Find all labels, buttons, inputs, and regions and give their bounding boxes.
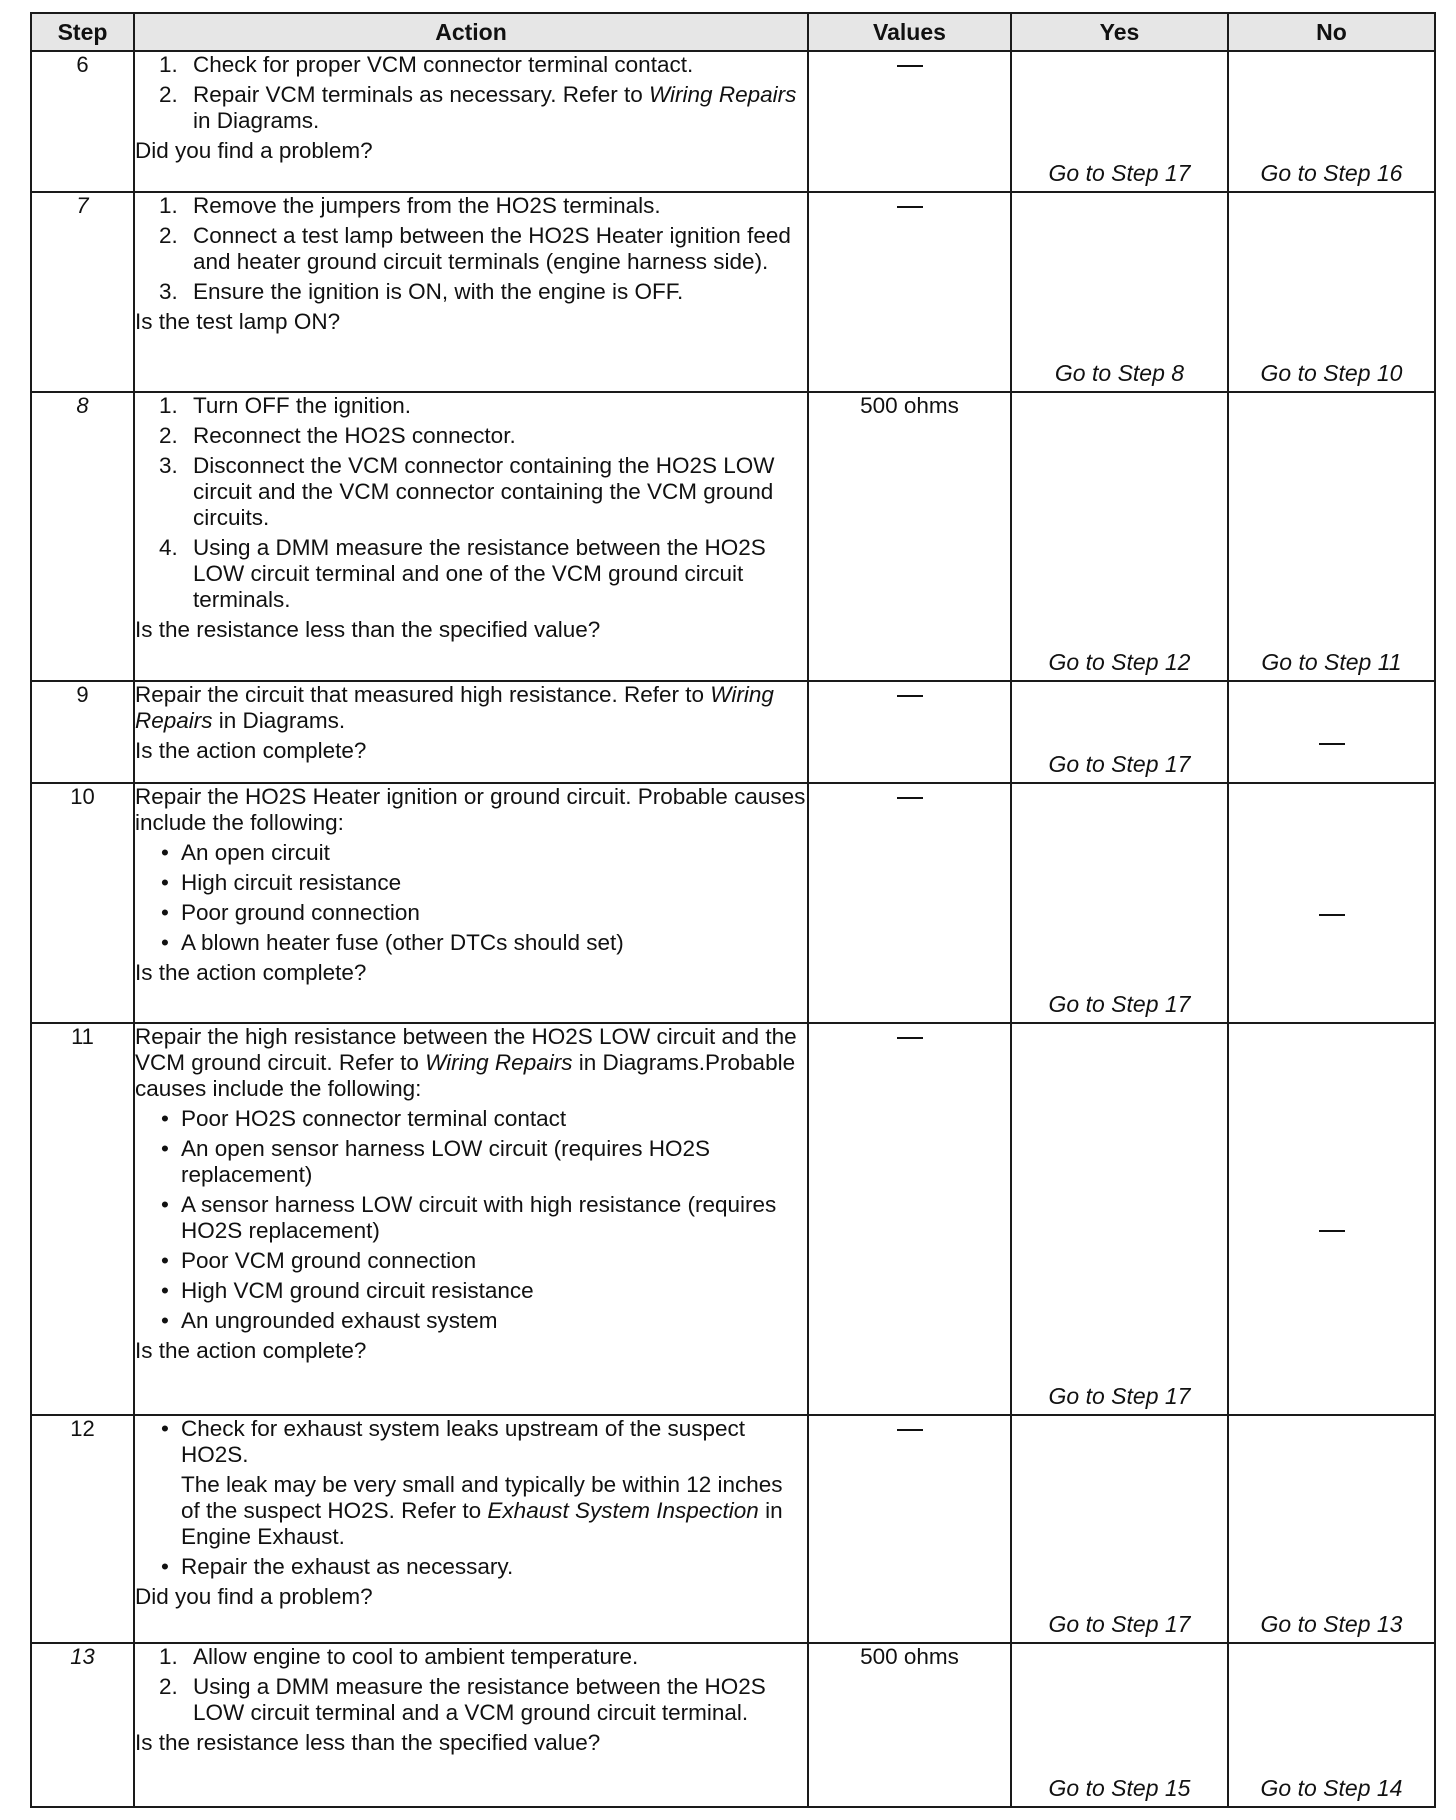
header-row — [31, 13, 1435, 51]
action-cell — [134, 1023, 808, 1415]
note-text: The leak may be very small and typically be within 12 inches of the suspect HO2S. Refer to Exhaust System Inspection in Engine Exhaust. — [181, 1472, 783, 1549]
dash — [897, 1429, 923, 1431]
values-cell: 500 ohms — [808, 392, 1011, 681]
no-goto: Go to Step 14 — [1260, 1775, 1403, 1801]
values-cell — [808, 192, 1011, 392]
exhaust-inspection-ref: Exhaust System Inspection — [487, 1498, 759, 1523]
no-goto: Go to Step 11 — [1261, 649, 1402, 675]
values-cell — [808, 681, 1011, 783]
no-goto: Go to Step 13 — [1260, 1611, 1403, 1637]
wiring-repairs-ref: Wiring Repairs — [425, 1050, 573, 1075]
action-cell — [134, 192, 808, 392]
list-item: • Poor HO2S connector terminal contact — [161, 1106, 567, 1131]
list-item: • High circuit resistance — [161, 870, 402, 895]
action-text: Repair the high resistance between the HO2S LOW circuit and the VCM ground circuit. Refer to Wiring Repairs in Diagrams.Probable causes include the following: — [135, 1024, 797, 1101]
header-yes: Yes — [1011, 13, 1228, 51]
action-item: 2. Repair VCM terminals as necessary. Refer to Wiring Repairs in Diagrams. — [159, 82, 797, 133]
step-number: 8 — [31, 392, 134, 681]
question: Is the action complete? — [135, 960, 367, 985]
question: Is the resistance less than the specified value? — [135, 1730, 601, 1755]
header-action: Action — [134, 13, 808, 51]
yes-cell — [1011, 51, 1228, 192]
yes-cell — [1011, 192, 1228, 392]
table-row-step-11 — [31, 1023, 1435, 1415]
action-item: 1. Turn OFF the ignition. — [159, 393, 412, 418]
action-cell — [134, 392, 808, 681]
no-cell — [1228, 1023, 1435, 1415]
list-item: • Check for exhaust system leaks upstream of the suspect HO2S. — [161, 1416, 746, 1467]
step-number: 7 — [31, 192, 134, 392]
values-cell — [808, 783, 1011, 1023]
dash — [897, 206, 923, 208]
list-item: • An open sensor harness LOW circuit (requires HO2S replacement) — [161, 1136, 710, 1187]
no-cell — [1228, 1415, 1435, 1643]
list-item: • Poor ground connection — [161, 900, 420, 925]
yes-cell — [1011, 783, 1228, 1023]
action-item: 2. Reconnect the HO2S connector. — [159, 423, 516, 448]
table-row-step-9 — [31, 681, 1435, 783]
action-text: Repair the HO2S Heater ignition or ground circuit. Probable causes include the following: — [135, 784, 806, 835]
table-row-step-6 — [31, 51, 1435, 192]
no-cell — [1228, 51, 1435, 192]
action-cell — [134, 1643, 808, 1807]
wiring-repairs-ref: Wiring Repairs — [135, 682, 774, 733]
action-text: Repair the circuit that measured high resistance. Refer to Wiring Repairs in Diagrams. — [135, 682, 774, 733]
step-number: 11 — [31, 1023, 134, 1415]
list-item: • Poor VCM ground connection — [161, 1248, 477, 1273]
yes-cell — [1011, 1643, 1228, 1807]
no-cell — [1228, 392, 1435, 681]
table-row-step-12 — [31, 1415, 1435, 1643]
no-goto: Go to Step 10 — [1260, 360, 1403, 386]
action-item: 2. Using a DMM measure the resistance between the HO2S LOW circuit terminal and a VCM ground circuit terminal. — [159, 1674, 766, 1725]
action-item: 4. Using a DMM measure the resistance between the HO2S LOW circuit terminal and one of the VCM ground circuit terminals. — [159, 535, 766, 612]
yes-goto: Go to Step 17 — [1048, 160, 1191, 186]
question: Did you find a problem? — [135, 1584, 373, 1609]
list-item: • A blown heater fuse (other DTCs should set) — [161, 930, 624, 955]
yes-goto: Go to Step 17 — [1048, 1383, 1191, 1409]
action-item: 3. Disconnect the VCM connector containing the HO2S LOW circuit and the VCM connector containing the VCM ground circuits. — [159, 453, 775, 530]
yes-goto: Go to Step 17 — [1048, 1611, 1191, 1637]
step-number: 10 — [31, 783, 134, 1023]
action-cell — [134, 681, 808, 783]
action-item: 1. Check for proper VCM connector terminal contact. — [159, 52, 694, 77]
list-item: • An ungrounded exhaust system — [161, 1308, 498, 1333]
table-row-step-13 — [31, 1643, 1435, 1807]
action-item: 2. Connect a test lamp between the HO2S Heater ignition feed and heater ground circuit terminals (engine harness side). — [159, 223, 791, 274]
yes-goto: Go to Step 17 — [1048, 991, 1191, 1017]
wiring-repairs-ref: Wiring Repairs — [649, 82, 797, 107]
dash — [1319, 743, 1345, 745]
no-cell — [1228, 681, 1435, 783]
values-cell: 500 ohms — [808, 1643, 1011, 1807]
yes-cell — [1011, 1023, 1228, 1415]
header-values: Values — [808, 13, 1011, 51]
dash — [897, 1037, 923, 1039]
no-goto: Go to Step 16 — [1260, 160, 1403, 186]
question: Is the test lamp ON? — [135, 309, 341, 334]
table-row-step-10 — [31, 783, 1435, 1023]
dash — [897, 65, 923, 67]
question: Is the resistance less than the specified value? — [135, 617, 601, 642]
question: Is the action complete? — [135, 1338, 367, 1363]
diagnostic-table — [30, 12, 1436, 1808]
header-step: Step — [31, 13, 134, 51]
step-number: 13 — [31, 1643, 134, 1807]
no-cell — [1228, 1643, 1435, 1807]
yes-goto: Go to Step 12 — [1048, 649, 1191, 675]
yes-cell — [1011, 681, 1228, 783]
dash — [897, 797, 923, 799]
yes-goto: Go to Step 8 — [1054, 360, 1185, 386]
no-cell — [1228, 783, 1435, 1023]
action-item: 3. Ensure the ignition is ON, with the engine is OFF. — [159, 279, 684, 304]
action-cell — [134, 783, 808, 1023]
action-item: 1. Allow engine to cool to ambient temperature. — [159, 1644, 639, 1669]
action-item: 1. Remove the jumpers from the HO2S terminals. — [159, 193, 661, 218]
step-number: 12 — [31, 1415, 134, 1643]
yes-goto: Go to Step 15 — [1048, 1775, 1191, 1801]
list-item: • Repair the exhaust as necessary. — [161, 1554, 514, 1579]
dash — [1319, 914, 1345, 916]
dash — [1319, 1230, 1345, 1232]
list-item: • An open circuit — [161, 840, 330, 865]
values-cell — [808, 51, 1011, 192]
list-item: • High VCM ground circuit resistance — [161, 1278, 534, 1303]
yes-goto: Go to Step 17 — [1048, 751, 1191, 777]
header-no: No — [1228, 13, 1435, 51]
no-cell — [1228, 192, 1435, 392]
values-cell — [808, 1415, 1011, 1643]
question: Is the action complete? — [135, 738, 367, 763]
table-row-step-7 — [31, 192, 1435, 392]
step-number: 6 — [31, 51, 134, 192]
yes-cell — [1011, 392, 1228, 681]
step-number: 9 — [31, 681, 134, 783]
values-cell — [808, 1023, 1011, 1415]
list-item: • A sensor harness LOW circuit with high resistance (requires HO2S replacement) — [161, 1192, 777, 1243]
action-cell — [134, 1415, 808, 1643]
yes-cell — [1011, 1415, 1228, 1643]
action-cell — [134, 51, 808, 192]
question: Did you find a problem? — [135, 138, 373, 163]
dash — [897, 695, 923, 697]
table-row-step-8 — [31, 392, 1435, 681]
